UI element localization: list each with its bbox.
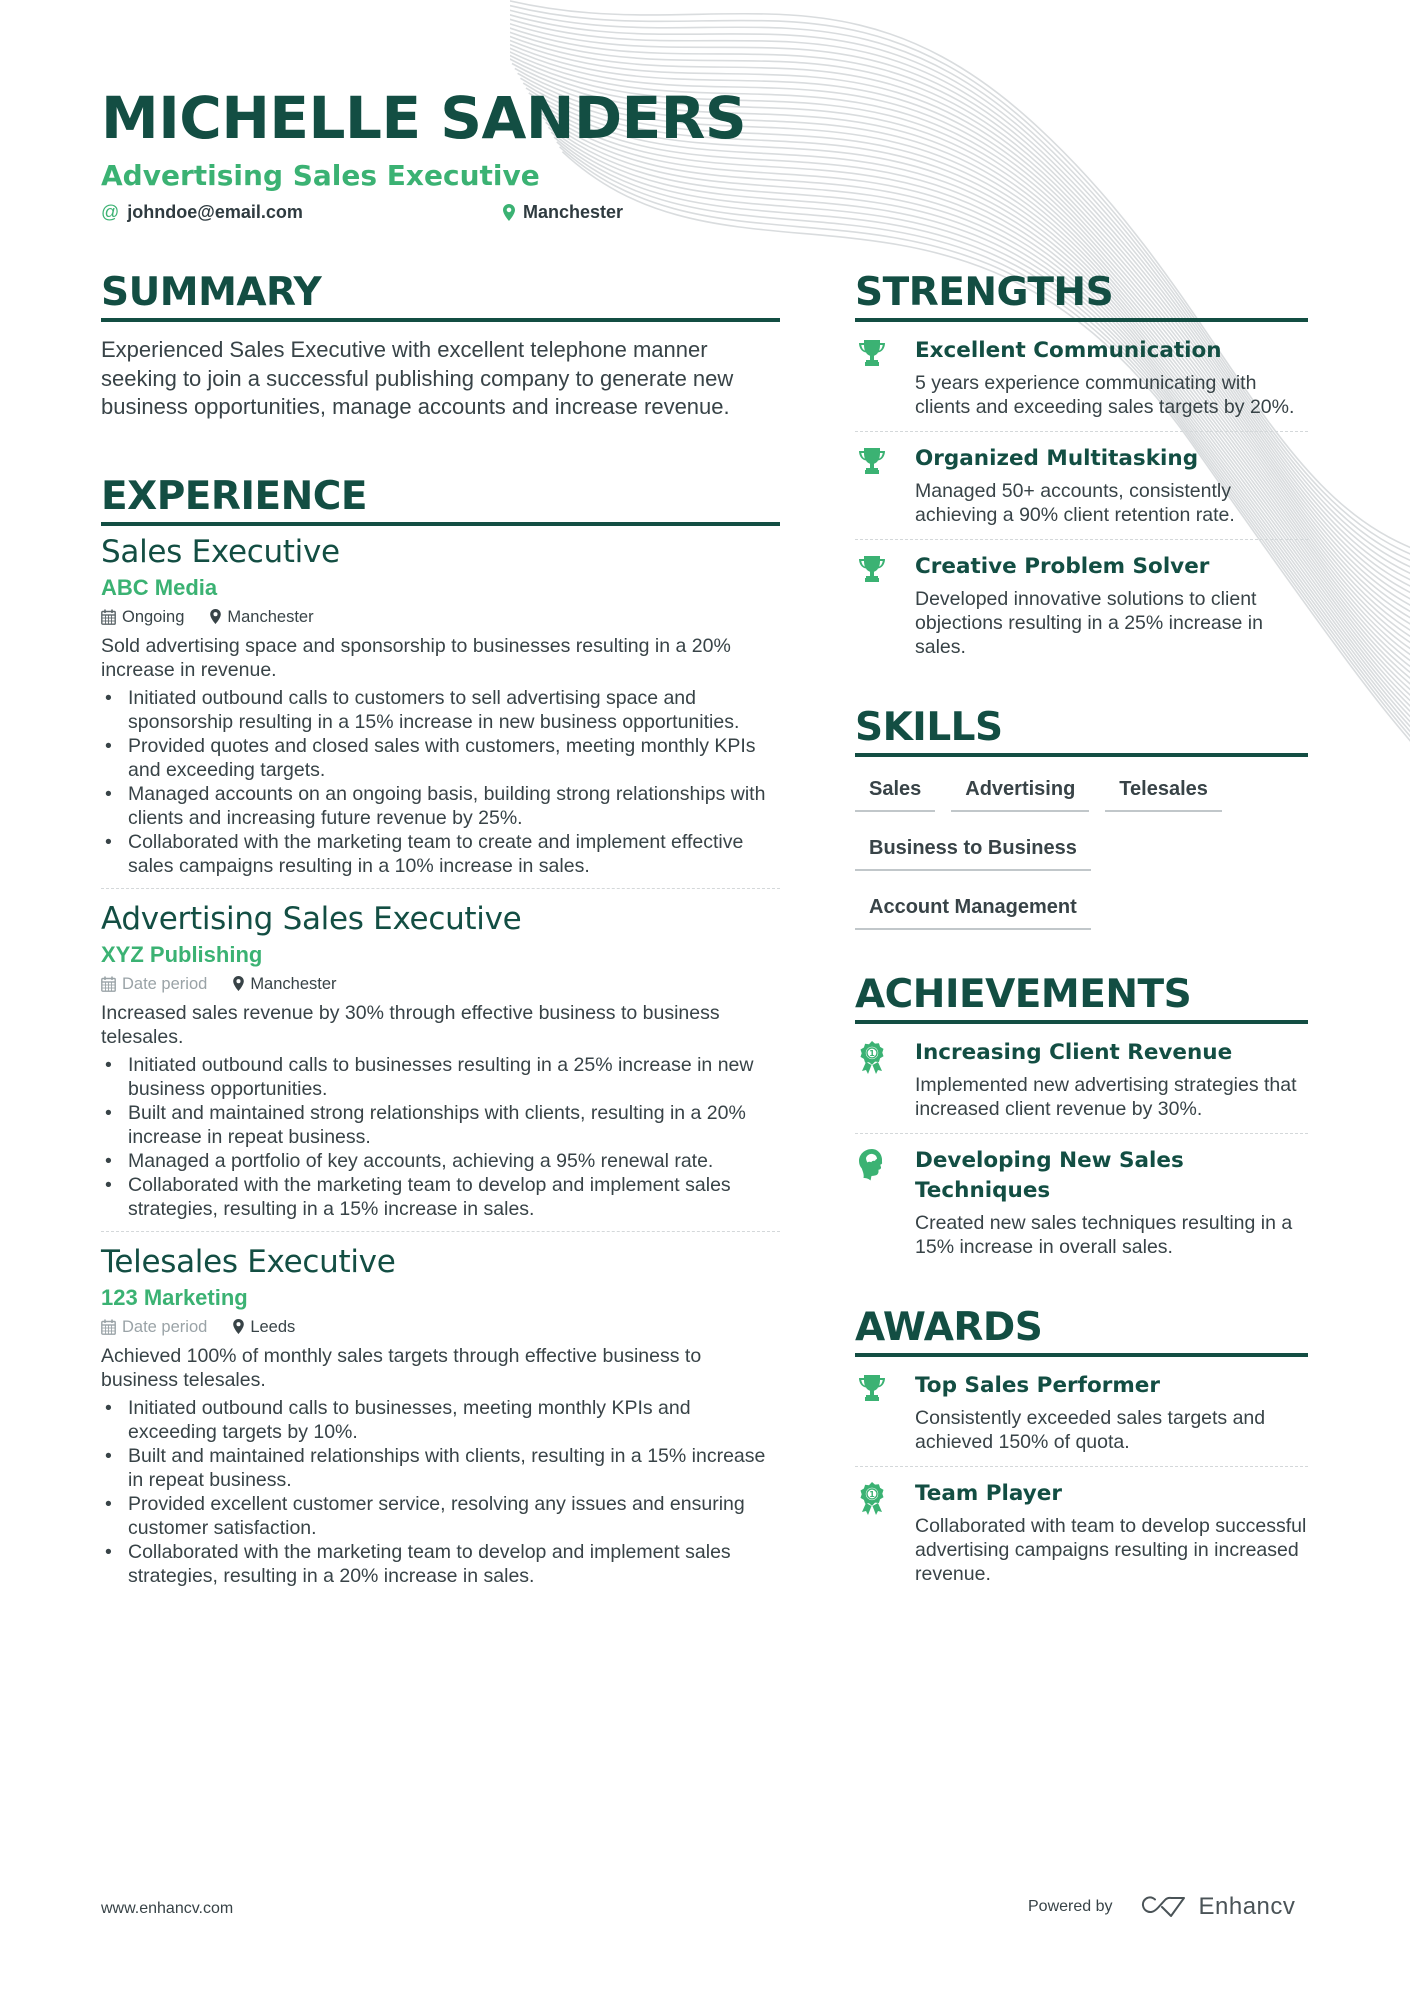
job-meta xyxy=(101,971,780,997)
award-ribbon-icon xyxy=(857,1481,887,1517)
skill-tag: Account Management xyxy=(855,889,1091,930)
job-description: Increased sales revenue by 30% through effective business to business telesales. xyxy=(101,1001,720,1048)
experience-entry xyxy=(101,888,780,1231)
bullet-item: • Initiated outbound calls to businesses, meeting monthly KPIs and exceeding targets by 10%. xyxy=(101,1396,780,1444)
brand-logo[interactable] xyxy=(1141,1893,1296,1921)
job-date xyxy=(101,604,184,630)
map-pin-icon xyxy=(233,976,244,991)
location-text: Manchester xyxy=(523,202,624,222)
bullet-item: • Provided quotes and closed sales with customers, meeting monthly KPIs and exceeding targets. xyxy=(101,734,780,782)
section-divider xyxy=(855,1020,1308,1024)
strength-title: Excellent Communication xyxy=(915,338,1222,363)
strength-description: 5 years experience communicating with clients and exceeding sales targets by 20%. xyxy=(915,372,1295,418)
job-description: Sold advertising space and sponsorship to businesses resulting in a 20% increase in revenue. xyxy=(101,634,731,681)
awards-heading: AWARDS xyxy=(855,1305,1043,1350)
job-location-text: Manchester xyxy=(227,607,314,626)
award-title: Team Player xyxy=(915,1481,1062,1506)
resume-header xyxy=(101,82,1301,230)
strength-description: Developed innovative solutions to client objections resulting in a 25% increase in sales. xyxy=(915,588,1263,658)
right-column xyxy=(855,268,1308,1598)
awards-section xyxy=(855,1303,1308,1598)
achievement-description: Created new sales techniques resulting in a 15% increase in overall sales. xyxy=(915,1212,1293,1258)
bullet-item: • Managed a portfolio of key accounts, achieving a 95% renewal rate. xyxy=(101,1149,780,1173)
footer-website-link[interactable]: www.enhancv.com xyxy=(101,1900,234,1917)
job-bullets xyxy=(101,1396,780,1588)
map-pin-icon xyxy=(503,204,515,221)
bullet-item: • Collaborated with the marketing team to develop and implement sales strategies, resulting in a 15% increase in sales. xyxy=(101,1173,780,1221)
job-location-text: Manchester xyxy=(250,974,337,993)
skill-tag: Advertising xyxy=(951,771,1089,812)
trophy-icon xyxy=(857,338,887,368)
skills-heading: SKILLS xyxy=(855,705,1003,750)
skill-tag: Telesales xyxy=(1105,771,1222,812)
job-meta xyxy=(101,1314,780,1340)
job-date xyxy=(101,1314,207,1340)
bullet-item: • Collaborated with the marketing team to create and implement effective sales campaigns resulting in a 10% increase in sales. xyxy=(101,830,780,878)
job-date-text: Date period xyxy=(122,1317,208,1336)
strength-description: Managed 50+ accounts, consistently achieving a 90% client retention rate. xyxy=(915,480,1235,526)
map-pin-icon xyxy=(210,609,221,624)
award-ribbon-icon xyxy=(857,1040,887,1076)
strengths-heading: STRENGTHS xyxy=(855,270,1114,315)
job-location xyxy=(233,971,336,997)
experience-entry xyxy=(101,532,780,888)
company-name: XYZ Publishing xyxy=(101,941,263,967)
brand-name: Enhancv xyxy=(1198,1893,1296,1920)
contact-row xyxy=(101,202,1301,230)
svg-text:1: 1 xyxy=(869,1490,875,1499)
bullet-item: • Provided excellent customer service, resolving any issues and ensuring customer satisfaction. xyxy=(101,1492,780,1540)
contact-email[interactable] xyxy=(101,202,303,223)
trophy-icon xyxy=(857,1373,887,1403)
strength-title: Creative Problem Solver xyxy=(915,554,1210,579)
awards-list xyxy=(855,1359,1308,1598)
job-title: Telesales Executive xyxy=(101,1243,396,1280)
summary-text: Experienced Sales Executive with excellent telephone manner seeking to join a successful publishing company to generate new business opportunities, manage accounts and increase revenue. xyxy=(101,337,734,419)
calendar-icon xyxy=(101,609,116,625)
powered-by-label: Powered by xyxy=(1028,1898,1113,1915)
company-name: ABC Media xyxy=(101,574,218,600)
skill-tag: Business to Business xyxy=(855,830,1091,871)
job-bullets xyxy=(101,686,780,878)
job-title: Sales Executive xyxy=(101,533,340,570)
footer-branding xyxy=(1028,1893,1295,1921)
map-pin-icon xyxy=(233,1319,244,1334)
award-item xyxy=(855,1466,1308,1598)
summary-section xyxy=(101,268,780,422)
calendar-icon xyxy=(101,1319,116,1335)
experience-section xyxy=(101,472,780,1598)
achievement-title: Increasing Client Revenue xyxy=(915,1040,1233,1065)
award-title: Top Sales Performer xyxy=(915,1373,1160,1398)
section-divider xyxy=(855,753,1308,757)
experience-entry xyxy=(101,1231,780,1598)
bullet-item: • Initiated outbound calls to businesses resulting in a 25% increase in new business opportunities. xyxy=(101,1053,780,1101)
bullet-item: • Collaborated with the marketing team to develop and implement sales strategies, resulting in a 20% increase in sales. xyxy=(101,1540,780,1588)
enhancv-logo-icon xyxy=(1141,1895,1187,1919)
at-icon: @ xyxy=(101,202,120,222)
section-divider xyxy=(101,522,780,526)
job-location xyxy=(233,1314,295,1340)
job-description: Achieved 100% of monthly sales targets through effective business to business telesales. xyxy=(101,1344,702,1391)
skills-section xyxy=(855,703,1308,930)
bullet-item: • Managed accounts on an ongoing basis, building strong relationships with clients and increasing future revenue by 25%. xyxy=(101,782,780,830)
company-name: 123 Marketing xyxy=(101,1284,248,1310)
job-location-text: Leeds xyxy=(250,1317,296,1336)
award-description: Collaborated with team to develop successful advertising campaigns resulting in increased revenue. xyxy=(915,1515,1307,1585)
job-location xyxy=(210,604,313,630)
candidate-name: MICHELLE SANDERS xyxy=(101,84,747,152)
svg-text:1: 1 xyxy=(869,1049,875,1058)
achievements-section xyxy=(855,970,1308,1271)
brain-head-icon xyxy=(857,1148,887,1184)
email-text: johndoe@email.com xyxy=(127,202,303,222)
section-divider xyxy=(855,318,1308,322)
calendar-icon xyxy=(101,976,116,992)
job-date xyxy=(101,971,207,997)
candidate-title: Advertising Sales Executive xyxy=(101,159,540,192)
strength-item xyxy=(855,431,1308,539)
strengths-list xyxy=(855,324,1308,671)
achievement-description: Implemented new advertising strategies that increased client revenue by 30%. xyxy=(915,1074,1297,1120)
strength-item xyxy=(855,324,1308,431)
left-column xyxy=(101,268,780,1598)
bullet-item: • Initiated outbound calls to customers to sell advertising space and sponsorship resulting in a 15% increase in new business opportunities. xyxy=(101,686,780,734)
trophy-icon xyxy=(857,446,887,476)
achievements-heading: ACHIEVEMENTS xyxy=(855,972,1192,1017)
strengths-section xyxy=(855,268,1308,671)
trophy-icon xyxy=(857,554,887,584)
job-date-text: Date period xyxy=(122,974,208,993)
job-meta xyxy=(101,604,780,630)
experience-heading: EXPERIENCE xyxy=(101,473,368,519)
contact-location xyxy=(503,202,623,223)
job-bullets xyxy=(101,1053,780,1221)
award-description: Consistently exceeded sales targets and achieved 150% of quota. xyxy=(915,1407,1266,1453)
achievements-list xyxy=(855,1026,1308,1271)
achievement-title: Developing New Sales Techniques xyxy=(915,1148,1184,1203)
achievement-item xyxy=(855,1133,1308,1271)
award-item xyxy=(855,1359,1308,1466)
job-title: Advertising Sales Executive xyxy=(101,900,522,937)
section-divider xyxy=(855,1353,1308,1357)
skill-tag: Sales xyxy=(855,771,935,812)
section-divider xyxy=(101,318,780,322)
job-date-text: Ongoing xyxy=(122,607,185,626)
summary-heading: SUMMARY xyxy=(101,270,322,315)
skills-list xyxy=(855,769,1308,930)
strength-title: Organized Multitasking xyxy=(915,446,1199,471)
bullet-item: • Built and maintained relationships with clients, resulting in a 15% increase in repeat business. xyxy=(101,1444,780,1492)
bullet-item: • Built and maintained strong relationships with clients, resulting in a 20% increase in repeat business. xyxy=(101,1101,780,1149)
achievement-item xyxy=(855,1026,1308,1133)
strength-item xyxy=(855,539,1308,671)
